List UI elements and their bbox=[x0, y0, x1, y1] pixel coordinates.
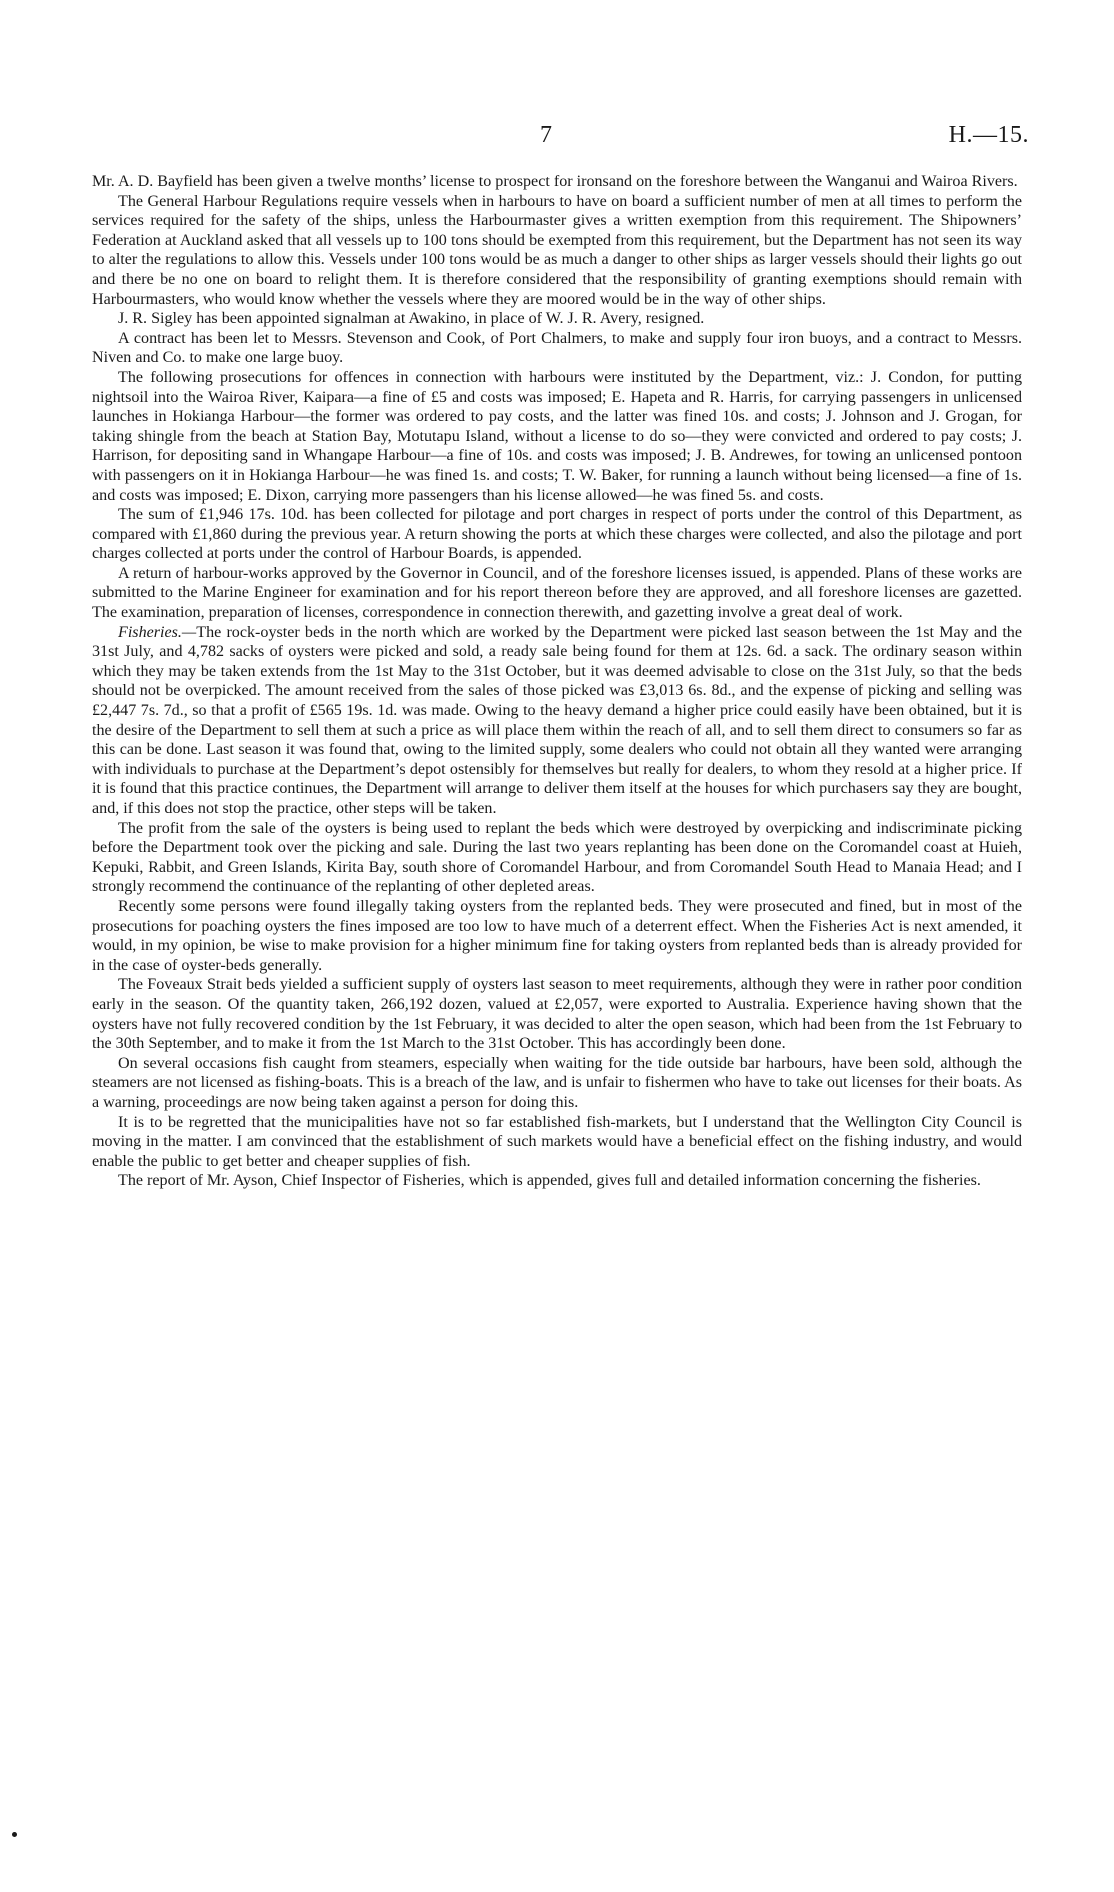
paragraph-inspector-report: The report of Mr. Ayson, Chief Inspector of Fisheries, which is appended, gives full and detailed information concerning the fisheries. bbox=[118, 1172, 981, 1190]
paragraph-rock-oysters bbox=[92, 623, 1022, 819]
document-reference: H.—15. bbox=[948, 122, 1029, 148]
paragraph-replanting: The profit from the sale of the oysters is being used to replant the beds which were destroyed by overpicking and indiscriminate picking before the Department took over the picking and sale. During the last two years replanting has been done on the Coromandel coast at Huieh, Kepuki, Rabbit, and Green Islands, Kirita Bay, south shore of Coromandel Harbour, and from Coromandel South Head to Manaia Head; and I strongly recommend the continuance of the replanting of other depleted areas. bbox=[92, 819, 1022, 896]
rock-oysters-text: The rock-oyster beds in the north which are worked by the Department were picked last season between the 1st May and the 31st July, and 4,782 sacks of oysters were picked and sold, a ready sale being found for them at 12s. 6d. a sack. The ordinary season within which they may be taken extends from the 1st May to the 31st October, but it was deemed advisable to close on the 31st July, so that the beds should not be overpicked. The amount received from the sales of those picked was £3,013 6s. 8d., and the expense of picking and selling was £2,447 7s. 7d., so that a profit of £565 19s. 1d. was made. Owing to the heavy demand a higher price could easily have been obtained, but it is the desire of the Department to sell them at such a price as will place them within the reach of all, and to sell them direct to consumers so far as this can be done. Last season it was found that, owing to the limited supply, some dealers who could not obtain all they wanted were arranging with individuals to purchase at the Department’s depot ostensibly for themselves but really for dealers, to whom they resold at a higher price. If it is found that this practice continues, the Department will arrange to deliver them itself at the houses for which purchasers say they are bought, and, if this does not stop the practice, other steps will be taken. bbox=[92, 623, 1022, 817]
paragraph-foveaux-strait: The Foveaux Strait beds yielded a sufficient supply of oysters last season to meet requirements, although they were in rather poor condition early in the season. Of the quantity taken, 266,192 dozen, valued at £2,057, were exported to Australia. Experience having shown that the oysters have not fully recovered condition by the 1st February, it was decided to alter the open season, which had been from the 1st February to the 30th September, and to make it from the 1st March to the 31st October. This has accordingly been done. bbox=[92, 976, 1022, 1053]
paragraph-buoy-contract: A contract has been let to Messrs. Stevenson and Cook, of Port Chalmers, to make and supply four iron buoys, and a contract to Messrs. Niven and Co. to make one large buoy. bbox=[92, 329, 1022, 367]
margin-mark bbox=[12, 1832, 17, 1837]
paragraph-steamer-fish: On several occasions fish caught from steamers, especially when waiting for the tide outside bar harbours, have been sold, although the steamers are not licensed as fishing-boats. This is a breach of the law, and is unfair to fishermen who have to take out licenses for their boats. As a warning, proceedings are now being taken against a person for doing this. bbox=[92, 1054, 1022, 1111]
body-text bbox=[92, 172, 1022, 1191]
page-number: 7 bbox=[540, 122, 553, 148]
paragraph-harbour-works: A return of harbour-works approved by the Governor in Council, and of the foreshore licenses issued, is appended. Plans of these works are submitted to the Marine Engineer for examination and for his report thereon before they are approved, and all foreshore licenses are gazetted. The examination, preparation of licenses, correspondence in connection therewith, and gazetting involve a great deal of work. bbox=[92, 564, 1022, 622]
paragraph-ironsand-license: Mr. A. D. Bayfield has been given a twelve months’ license to prospect for ironsand on the foreshore between the Wanganui and Wairoa Rivers. bbox=[92, 173, 1018, 190]
paragraph-signalman: J. R. Sigley has been appointed signalman at Awakino, in place of W. J. R. Avery, resigned. bbox=[118, 310, 705, 328]
paragraph-pilotage-charges: The sum of £1,946 17s. 10d. has been collected for pilotage and port charges in respect of ports under the control of this Department, as compared with £1,860 during the previous year. A return showing the ports at which these charges were collected, and also the pilotage and port charges collected at ports under the control of Harbour Boards, is appended. bbox=[92, 506, 1022, 563]
paragraph-poaching: Recently some persons were found illegally taking oysters from the replanted beds. They were prosecuted and fined, but in most of the prosecutions for poaching oysters the fines imposed are too low to have much of a deterrent effect. When the Fisheries Act is next amended, it would, in my opinion, be wise to make provision for a higher minimum fine for taking oysters from replanted beds than is already provided for in the case of oyster-beds generally. bbox=[92, 897, 1022, 974]
paragraph-harbour-regulations: The General Harbour Regulations require vessels when in harbours to have on board a sufficient number of men at all times to perform the services required for the safety of the ships, unless the Harbourmaster gives a written exemption from this requirement. The Shipowners’ Federation at Auckland asked that all vessels up to 100 tons should be exempted from this requirement, but the Department has not seen its way to alter the regulations to allow this. Vessels under 100 tons would be as much a danger to other ships as larger vessels should their lights go out and there be no one on board to relight them. It is therefore considered that the responsibility of granting exemptions should remain with Harbourmasters, who would know whether the vessels where they are moored would be in the way of other ships. bbox=[92, 192, 1022, 308]
paragraph-fish-markets: It is to be regretted that the municipalities have not so far established fish-markets, but I understand that the Wellington City Council is moving in the matter. I am convinced that the establishment of such markets would have a beneficial effect on the fishing industry, and would enable the public to get better and cheaper supplies of fish. bbox=[92, 1113, 1022, 1170]
fisheries-heading: Fisheries.— bbox=[118, 623, 197, 641]
paragraph-prosecutions: The following prosecutions for offences in connection with harbours were instituted by the Department, viz.: J. Condon, for putting nightsoil into the Wairoa River, Kaipara—a fine of £5 and costs was imposed; E. Hapeta and R. Harris, for carrying passengers in unlicensed launches in Hokianga Harbour—the former was ordered to pay costs, and the latter was fined 10s. and costs; J. Johnson and J. Grogan, for taking shingle from the beach at Station Bay, Motutapu Island, without a license to do so—they were convicted and ordered to pay costs; J. Harrison, for depositing sand in Whangape Harbour—a fine of 10s. and costs was imposed; J. B. Andrewes, for towing an unlicensed pontoon with passengers on it in Hokianga Harbour—he was fined 1s. and costs; T. W. Baker, for running a launch without being licensed—a fine of 1s. and costs was imposed; E. Dixon, carrying more passengers than his license allowed—he was fined 5s. and costs. bbox=[92, 368, 1022, 504]
